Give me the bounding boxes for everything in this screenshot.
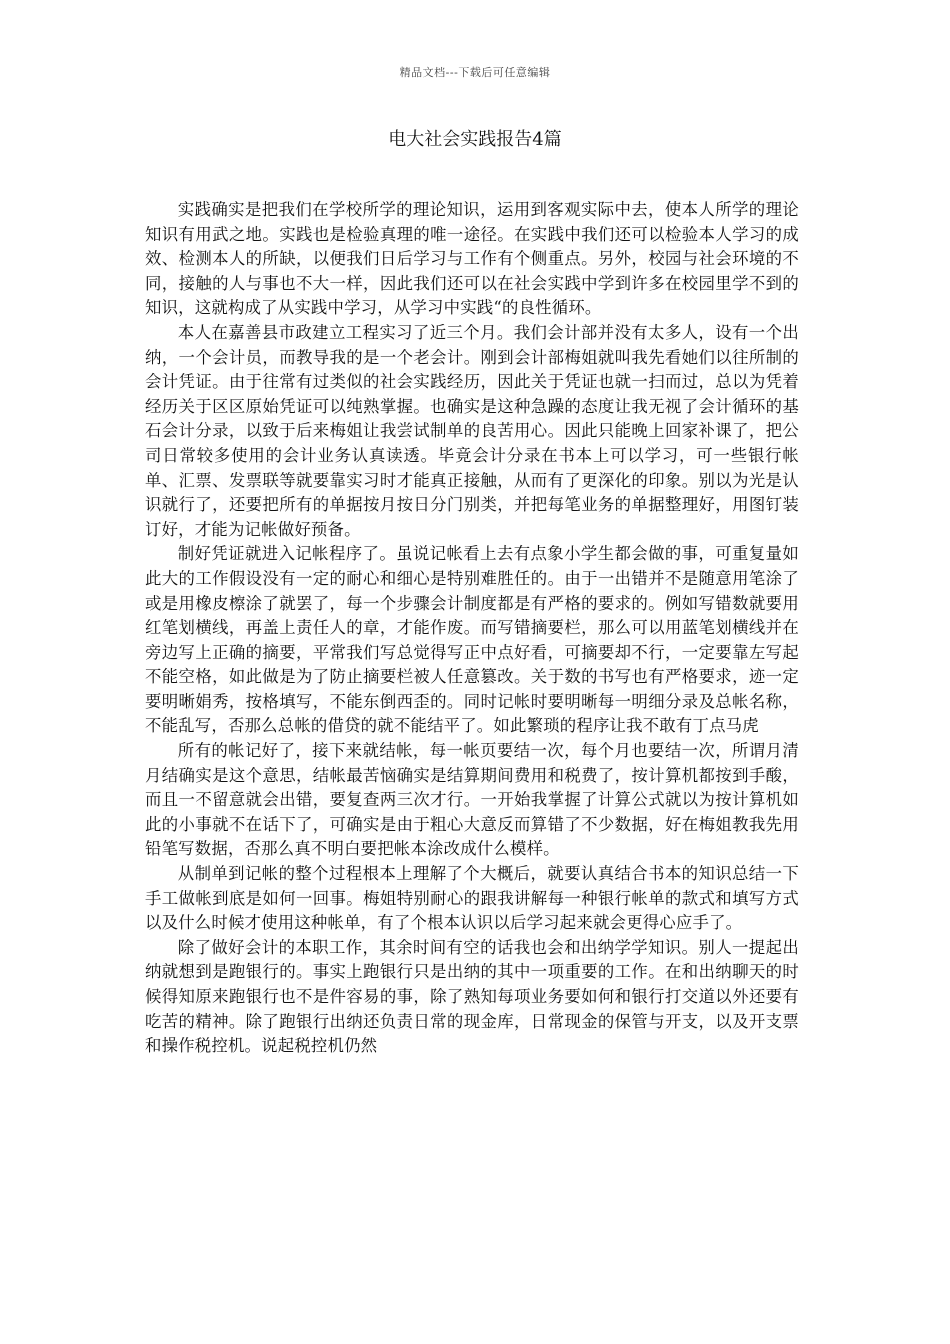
document-body (145, 198, 799, 1059)
paragraph-3: 制好凭证就进入记帐程序了。虽说记帐看上去有点象小学生都会做的事，可重复量如此大的工作假设没有一定的耐心和细心是特别难胜任的。由于一出错并不是随意用笔涂了或是用橡皮檫涂了就罢了，每一个步骤会计制度都是有严格的要求的。例如写错数就要用红笔划横线，再盖上责任人的章，才能作废。而写错摘要栏，那么可以用蓝笔划横线并在旁边写上正确的摘要，平常我们写总觉得写正中点好看，可摘要却不行，一定要靠左写起不能空格，如此做是为了防止摘要栏被人任意篡改。关于数的书写也有严格要求，迹一定要明晰娟秀，按格填写，不能东倒西歪的。同时记帐时要明晰每一明细分录及总帐名称，不能乱写，否那么总帐的借贷的就不能结平了。如此繁琐的程序让我不敢有丁点马虎 (145, 544, 799, 736)
paragraph-2: 本人在嘉善县市政建立工程实习了近三个月。我们会计部并没有太多人，设有一个出纳，一个会计员，而教导我的是一个老会计。刚到会计部梅姐就叫我先看她们以往所制的会计凭证。由于往常有过类似的社会实践经历，因此关于凭证也就一扫而过，总以为凭着经历关于区区原始凭证可以纯熟掌握。也确实是这种急躁的态度让我无视了会计循环的基石会计分录，以致于后来梅姐让我尝试制单的良苦用心。因此只能晚上回家补课了，把公司日常较多使用的会计业务认真读透。毕竟会计分录在书本上可以学习，可一些银行帐单、汇票、发票联等就要靠实习时才能真正接触，从而有了更深化的印象。别以为光是认识就行了，还要把所有的单据按月按日分门别类，并把每笔业务的单据整理好，用图钉装订好，才能为记帐做好预备。 (145, 322, 799, 539)
paragraph-4: 所有的帐记好了，接下来就结帐，每一帐页要结一次，每个月也要结一次，所谓月清月结确实是这个意思，结帐最苦恼确实是结算期间费用和税费了，按计算机都按到手酸，而且一不留意就会出错，要复查两三次才行。一开始我掌握了计算公式就以为按计算机如此的小事就不在话下了，可确实是由于粗心大意反而算错了不少数据，好在梅姐教我先用铅笔写数据，否那么真不明白要把帐本涂改成什么模样。 (145, 741, 799, 859)
paragraph-6: 除了做好会计的本职工作，其余时间有空的话我也会和出纳学学知识。别人一提起出纳就想到是跑银行的。事实上跑银行只是出纳的其中一项重要的工作。在和出纳聊天的时候得知原来跑银行也不是件容易的事，除了熟知每项业务要如何和银行打交道以外还要有吃苦的精神。除了跑银行出纳还负责日常的现金库，日常现金的保管与开支，以及开支票和操作税控机。说起税控机仍然 (145, 937, 799, 1056)
document-title: 电大社会实践报告4篇 (388, 129, 562, 150)
paragraph-1: 实践确实是把我们在学校所学的理论知识，运用到客观实际中去，使本人所学的理论知识有用武之地。实践也是检验真理的唯一途径。在实践中我们还可以检验本人学习的成效、检测本人的所缺，以便我们日后学习与工作有个侧重点。另外，校园与社会环境的不同，接触的人与事也不大一样，因此我们还可以在社会实践中学到许多在校园里学不到的知识，这就构成了从实践中学习，从学习中实践“的良性循环。 (145, 200, 799, 318)
paragraph-5: 从制单到记帐的整个过程根本上理解了个大概后，就要认真结合书本的知识总结一下手工做帐到底是如何一回事。梅姐特别耐心的跟我讲解每一种银行帐单的款式和填写方式以及什么时候才使用这种帐单，有了个根本认识以后学习起来就会更得心应手了。 (145, 864, 799, 933)
page-header-note: 精品文档---下载后可任意编辑 (399, 66, 551, 79)
